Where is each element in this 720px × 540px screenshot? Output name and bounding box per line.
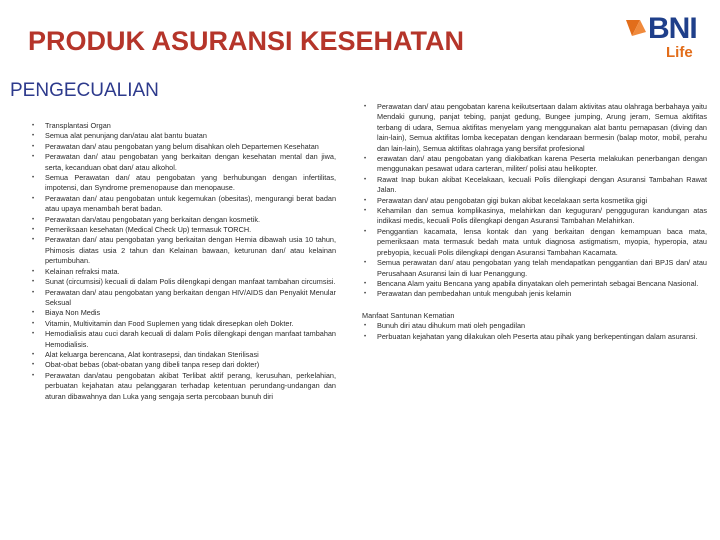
- list-item-text: Perawatan dan pembedahan untuk mengubah jenis kelamin: [377, 289, 572, 299]
- bullet-icon: •: [32, 143, 35, 150]
- bullet-icon: •: [364, 208, 367, 215]
- exclusion-item: [30, 277, 336, 287]
- list-item-text: Bunuh diri atau dihukum mati oleh pengadilan: [377, 321, 526, 331]
- list-item-text: Perawatan dan/ atau pengobatan yang berkaitan dengan kesehatan mental dan jiwa, serta, kecanduan obat dan/ atau alkohol.: [45, 152, 336, 172]
- bullet-icon: •: [32, 123, 35, 129]
- exclusion-item: [30, 360, 336, 370]
- exclusion-item: [30, 225, 336, 235]
- list-item-text: Pemeriksaan kesehatan (Medical Check Up) termasuk TORCH.: [45, 225, 252, 235]
- bni-life-logo: [614, 12, 706, 68]
- exclusions-right-column: [362, 102, 707, 342]
- list-item-text: Kehamilan dan semua komplikasinya, melahirkan dan keguguran/ pengguguran kandungan atas indikasi medis, kecuali Polis dilengkapi dengan Asuransi Tambahan Melahirkan.: [377, 206, 707, 226]
- list-item-text: Hemodialisis atau cuci darah kecuali di dalam Polis dilengkapi dengan manfaat tambahan Hemodialisis.: [45, 329, 336, 349]
- list-item-text: Perawatan dan/ atau pengobatan karena keikutsertaan dalam aktivitas atau olahraga berbahaya yaitu Mendaki gunung, panjat tebing, panjat gedung, Bungee jumping, Arung jeram, Semua aktifitas terbang di udara, Semua aktifitas menyelam yang menggunakan alat bantu pernapasan (diving dan lain-lain), Semua aktifitas lomba kecepatan dengan kendaraan bermesin (balap motor, mobil, perahu dan lain-lain), Semua aktifitas olahraga yang bersifat profesional: [377, 102, 707, 153]
- exclusion-item: [30, 142, 336, 152]
- list-item-text: Transplantasi Organ: [45, 121, 111, 130]
- exclusions-left-list: [30, 121, 336, 402]
- bullet-icon: •: [364, 291, 367, 298]
- bullet-icon: •: [364, 333, 367, 340]
- bullet-icon: •: [32, 362, 35, 369]
- bullet-icon: •: [364, 228, 367, 235]
- logo-sub: Life: [666, 44, 693, 61]
- bullet-icon: •: [32, 195, 35, 202]
- bullet-icon: •: [32, 154, 35, 161]
- death-benefit-list: [362, 321, 707, 342]
- bullet-icon: •: [32, 320, 35, 327]
- exclusion-item: [30, 319, 336, 329]
- bullet-icon: •: [32, 351, 35, 358]
- logo-brand: BNI: [648, 12, 697, 45]
- exclusion-item: [30, 152, 336, 173]
- exclusion-item: [362, 102, 707, 154]
- list-item-text: Semua perawatan dan/ atau pengobatan yang telah mendapatkan penggantian dari BPJS dan/ atau Perusahaan Asuransi lain di luar Penanggung.: [377, 258, 707, 278]
- exclusion-item: [30, 308, 336, 318]
- list-item-text: Perbuatan kejahatan yang dilakukan oleh Peserta atau pihak yang berkepentingan dalam asuransi.: [377, 331, 698, 341]
- exclusion-item: [362, 258, 707, 279]
- bullet-icon: •: [32, 268, 35, 275]
- death-benefit-item: [362, 321, 707, 331]
- list-item-text: Perawatan dan/ atau pengobatan untuk kegemukan (obesitas), mengurangi berat badan atau upaya menambah berat badan.: [45, 193, 336, 214]
- list-item-text: Perawatan dan/atau pengobatan akibat Terlibat aktif perang, kerusuhan, perkelahian, perbuatan kejahatan atau pelanggaran terhadap ketentuan perundang-undangan dan aturan dibawahnya dan Luka yang sengaja serta percobaan bunuh diri: [45, 370, 336, 401]
- exclusion-item: [362, 289, 707, 299]
- exclusion-item: [30, 194, 336, 215]
- exclusion-item: [30, 121, 336, 131]
- bullet-icon: •: [364, 176, 367, 183]
- exclusion-item: [30, 215, 336, 225]
- bullet-icon: •: [32, 310, 35, 317]
- page-title: PRODUK ASURANSI KESEHATAN: [28, 26, 465, 56]
- bullet-icon: •: [32, 279, 35, 286]
- exclusions-left-column: [30, 121, 336, 402]
- exclusion-item: [30, 329, 336, 350]
- bullet-icon: •: [32, 216, 35, 223]
- exclusion-item: [362, 196, 707, 206]
- bullet-icon: •: [364, 156, 367, 163]
- bullet-icon: •: [364, 197, 367, 204]
- exclusion-item: [362, 279, 707, 289]
- bullet-icon: •: [364, 323, 367, 330]
- list-item-text: Perawatan dan/ atau pengobatan yang belum disahkan oleh Departemen Kesehatan: [45, 141, 319, 151]
- list-item-text: Perawatan dan/ atau pengobatan yang berkaitan dengan Hernia dibawah usia 10 tahun, Phimosis diatas usia 2 tahun dan Kelainan bawaan, keturunan dan/ atau kelainan pertumbuhan.: [45, 235, 336, 266]
- list-item-text: Perawatan dan/atau pengobatan yang berkaitan dengan kosmetik.: [45, 214, 261, 224]
- bullet-icon: •: [32, 133, 35, 140]
- exclusion-item: [30, 173, 336, 194]
- list-item-text: Kelainan refraksi mata.: [45, 266, 120, 276]
- bullet-icon: •: [32, 331, 35, 338]
- bullet-icon: •: [32, 372, 35, 379]
- list-item-text: Sunat (circumsisi) kecuali di dalam Polis dilengkapi dengan manfaat tambahan circumsisi.: [45, 277, 336, 287]
- list-item-text: Bencana Alam yaitu Bencana yang apabila dinyatakan oleh pemerintah sebagai Bencana Nasional.: [377, 278, 699, 288]
- list-item-text: Perawatan dan/ atau pengobatan gigi bukan akibat kecelakaan serta kosmetika gigi: [377, 195, 648, 205]
- bullet-icon: •: [32, 175, 35, 182]
- exclusion-item: [362, 206, 707, 227]
- exclusion-item: [30, 131, 336, 141]
- list-item-text: Rawat Inap bukan akibat Kecelakaan, kecuali Polis dilengkapi dengan Asuransi Tambahan Rawat Jalan.: [377, 174, 707, 195]
- bullet-icon: •: [32, 237, 35, 244]
- exclusion-item: [30, 288, 336, 309]
- exclusion-item: [362, 154, 707, 175]
- logo-mark-icon: [618, 18, 650, 52]
- section-subtitle: PENGECUALIAN: [10, 80, 159, 101]
- exclusion-item: [362, 175, 707, 196]
- death-benefit-heading: Manfaat Santunan Kematian: [362, 310, 455, 320]
- list-item-text: Biaya Non Medis: [45, 308, 101, 318]
- list-item-text: erawatan dan/ atau pengobatan yang diakibatkan karena Peserta melakukan penerbangan dengan menggunakan pesawat udara carteran, militer/ polisi atau helikopter.: [377, 154, 707, 174]
- list-item-text: Alat keluarga berencana, Alat kontrasepsi, dan tindakan Sterilisasi: [45, 349, 259, 359]
- list-item-text: Semua alat penunjang dan/atau alat bantu buatan: [45, 131, 207, 141]
- bullet-icon: •: [364, 260, 367, 267]
- list-item-text: Perawatan dan/ atau pengobatan yang berkaitan dengan HIV/AIDS dan Penyakit Menular Seksual: [45, 287, 336, 307]
- exclusion-item: [362, 227, 707, 258]
- exclusions-right-list: [362, 102, 707, 300]
- bullet-icon: •: [364, 104, 367, 110]
- bullet-icon: •: [364, 280, 367, 287]
- exclusion-item: [30, 267, 336, 277]
- list-item-text: Penggantian kacamata, lensa kontak dan yang berkaitan dengan kemampuan baca mata, pemeriksaan mata termasuk bedah mata untuk diagnosa astigmatism, myopia, hyperopia, atau prebyopia, kecuali Polis dilengkapi dengan Asuransi Tambahan Kacamata.: [377, 226, 707, 257]
- list-item-text: Vitamin, Multivitamin dan Food Suplemen yang tidak diresepkan oleh Dokter.: [45, 318, 294, 328]
- exclusion-item: [30, 371, 336, 402]
- exclusion-item: [30, 235, 336, 266]
- list-item-text: Semua Perawatan dan/ atau pengobatan yang berhubungan dengan infertilitas, impotensi, dan Syndrome premenopause dan menopause.: [45, 173, 336, 193]
- exclusion-item: [30, 350, 336, 360]
- bullet-icon: •: [32, 289, 35, 296]
- death-benefit-item: [362, 332, 707, 342]
- bullet-icon: •: [32, 227, 35, 234]
- list-item-text: Obat-obat bebas (obat-obatan yang dibeli tanpa resep dari dokter): [45, 360, 260, 370]
